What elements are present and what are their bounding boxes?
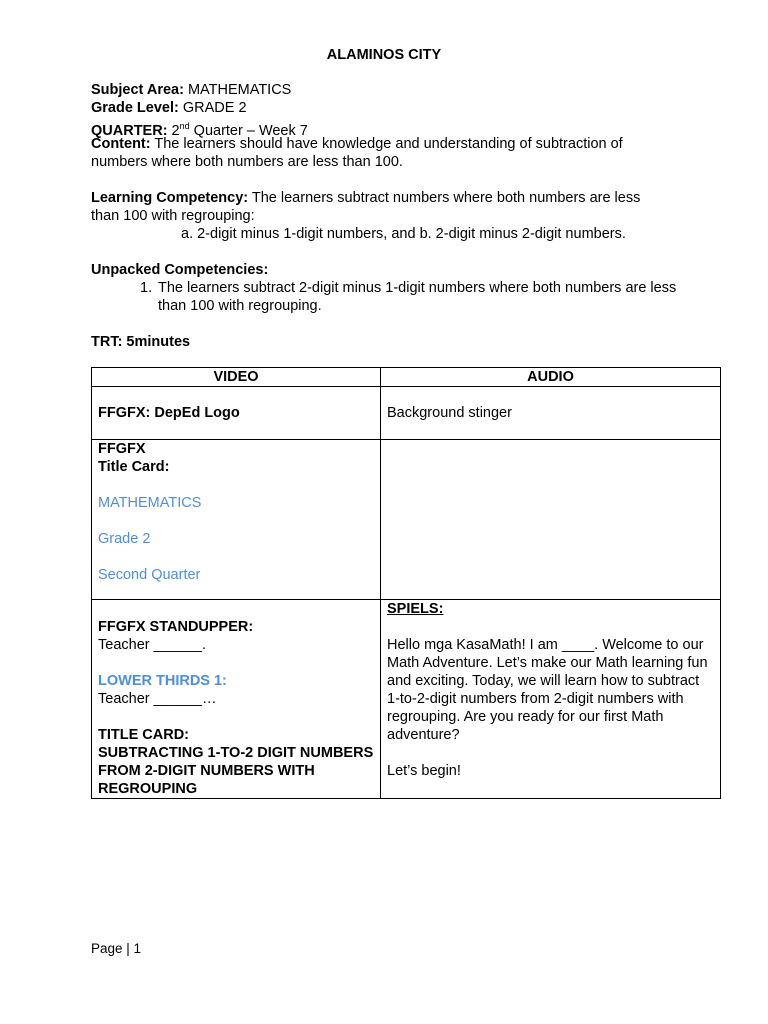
- trt-line: TRT: 5minutes: [91, 334, 191, 350]
- audio-column-header: AUDIO: [381, 368, 721, 387]
- standupper-label: FFGFX STANDUPPER:: [98, 619, 254, 635]
- video-cell: FFGFX: DepEd Logo: [92, 387, 381, 440]
- teacher-line: Teacher ______.: [98, 637, 207, 653]
- quarter-ordinal: nd: [179, 121, 190, 131]
- audio-cell: [381, 600, 721, 799]
- content-value: The learners should have knowledge and understanding of subtraction of numbers where both numbers are less than 100.: [91, 136, 623, 170]
- quarter-number: 2: [167, 122, 180, 139]
- title-card-grade: Grade 2: [98, 531, 151, 547]
- quarter-label: QUARTER:: [91, 122, 168, 139]
- video-cell: [92, 600, 381, 799]
- title-card-subject: MATHEMATICS: [98, 495, 202, 511]
- subject-area-line: [91, 81, 721, 99]
- unpacked-list: [91, 279, 721, 315]
- unpacked-label: Unpacked Competencies:: [91, 262, 269, 278]
- spiel-text: Hello mga KasaMath! I am ____. Welcome to our Math Adventure. Let’s make our Math learning fun and exciting. Today, we will learn how to subtract 1-to-2-digit numbers from 2-digit numbers with regrouping. Are you ready for our first Math adventure?: [387, 637, 708, 743]
- content-label: Content:: [91, 136, 151, 152]
- closing-line: Let’s begin!: [387, 763, 461, 779]
- video-column-header: VIDEO: [92, 368, 381, 387]
- title-card-text: SUBTRACTING 1-TO-2 DIGIT NUMBERS FROM 2-DIGIT NUMBERS WITH REGROUPING: [98, 745, 374, 797]
- table-row: [92, 440, 721, 600]
- table-row: [92, 387, 721, 440]
- title-card-label: Title Card:: [98, 459, 170, 475]
- document-title: ALAMINOS CITY: [326, 47, 442, 63]
- grade-level-line: [91, 99, 721, 117]
- ffgfx-label: FFGFX: [98, 441, 146, 457]
- grade-level-value: GRADE 2: [178, 100, 247, 116]
- lower-thirds-label: LOWER THIRDS 1:: [98, 673, 227, 689]
- table-row: [92, 600, 721, 799]
- page-number: Page | 1: [91, 941, 142, 956]
- quarter-rest: Quarter – Week 7: [189, 122, 308, 139]
- learning-competency: [91, 189, 671, 225]
- spiels-label: SPIELS:: [387, 601, 444, 617]
- subject-area-value: MATHEMATICS: [183, 82, 292, 98]
- teacher-line: Teacher ______…: [98, 691, 217, 707]
- audio-cell: [381, 440, 721, 600]
- list-item-number: 1.: [140, 280, 153, 296]
- script-table: [91, 367, 721, 799]
- subject-area-label: Subject Area:: [91, 82, 184, 98]
- title-card-label: TITLE CARD:: [98, 727, 190, 743]
- list-item: [91, 279, 721, 315]
- content-line: [91, 135, 651, 171]
- competency-sub-item: a. 2-digit minus 1-digit numbers, and b. 2-digit minus 2-digit numbers.: [181, 226, 626, 242]
- competency-label: Learning Competency:: [91, 190, 249, 206]
- grade-level-label: Grade Level:: [91, 100, 179, 116]
- competency-value: The learners subtract numbers where both numbers are less than 100 with regrouping:: [91, 190, 641, 224]
- list-item-text: The learners subtract 2-digit minus 1-digit numbers where both numbers are less than 100 with regrouping.: [158, 280, 677, 314]
- table-header-row: [92, 368, 721, 387]
- video-cell: [92, 440, 381, 600]
- title-card-quarter: Second Quarter: [98, 567, 201, 583]
- audio-cell: Background stinger: [381, 387, 721, 440]
